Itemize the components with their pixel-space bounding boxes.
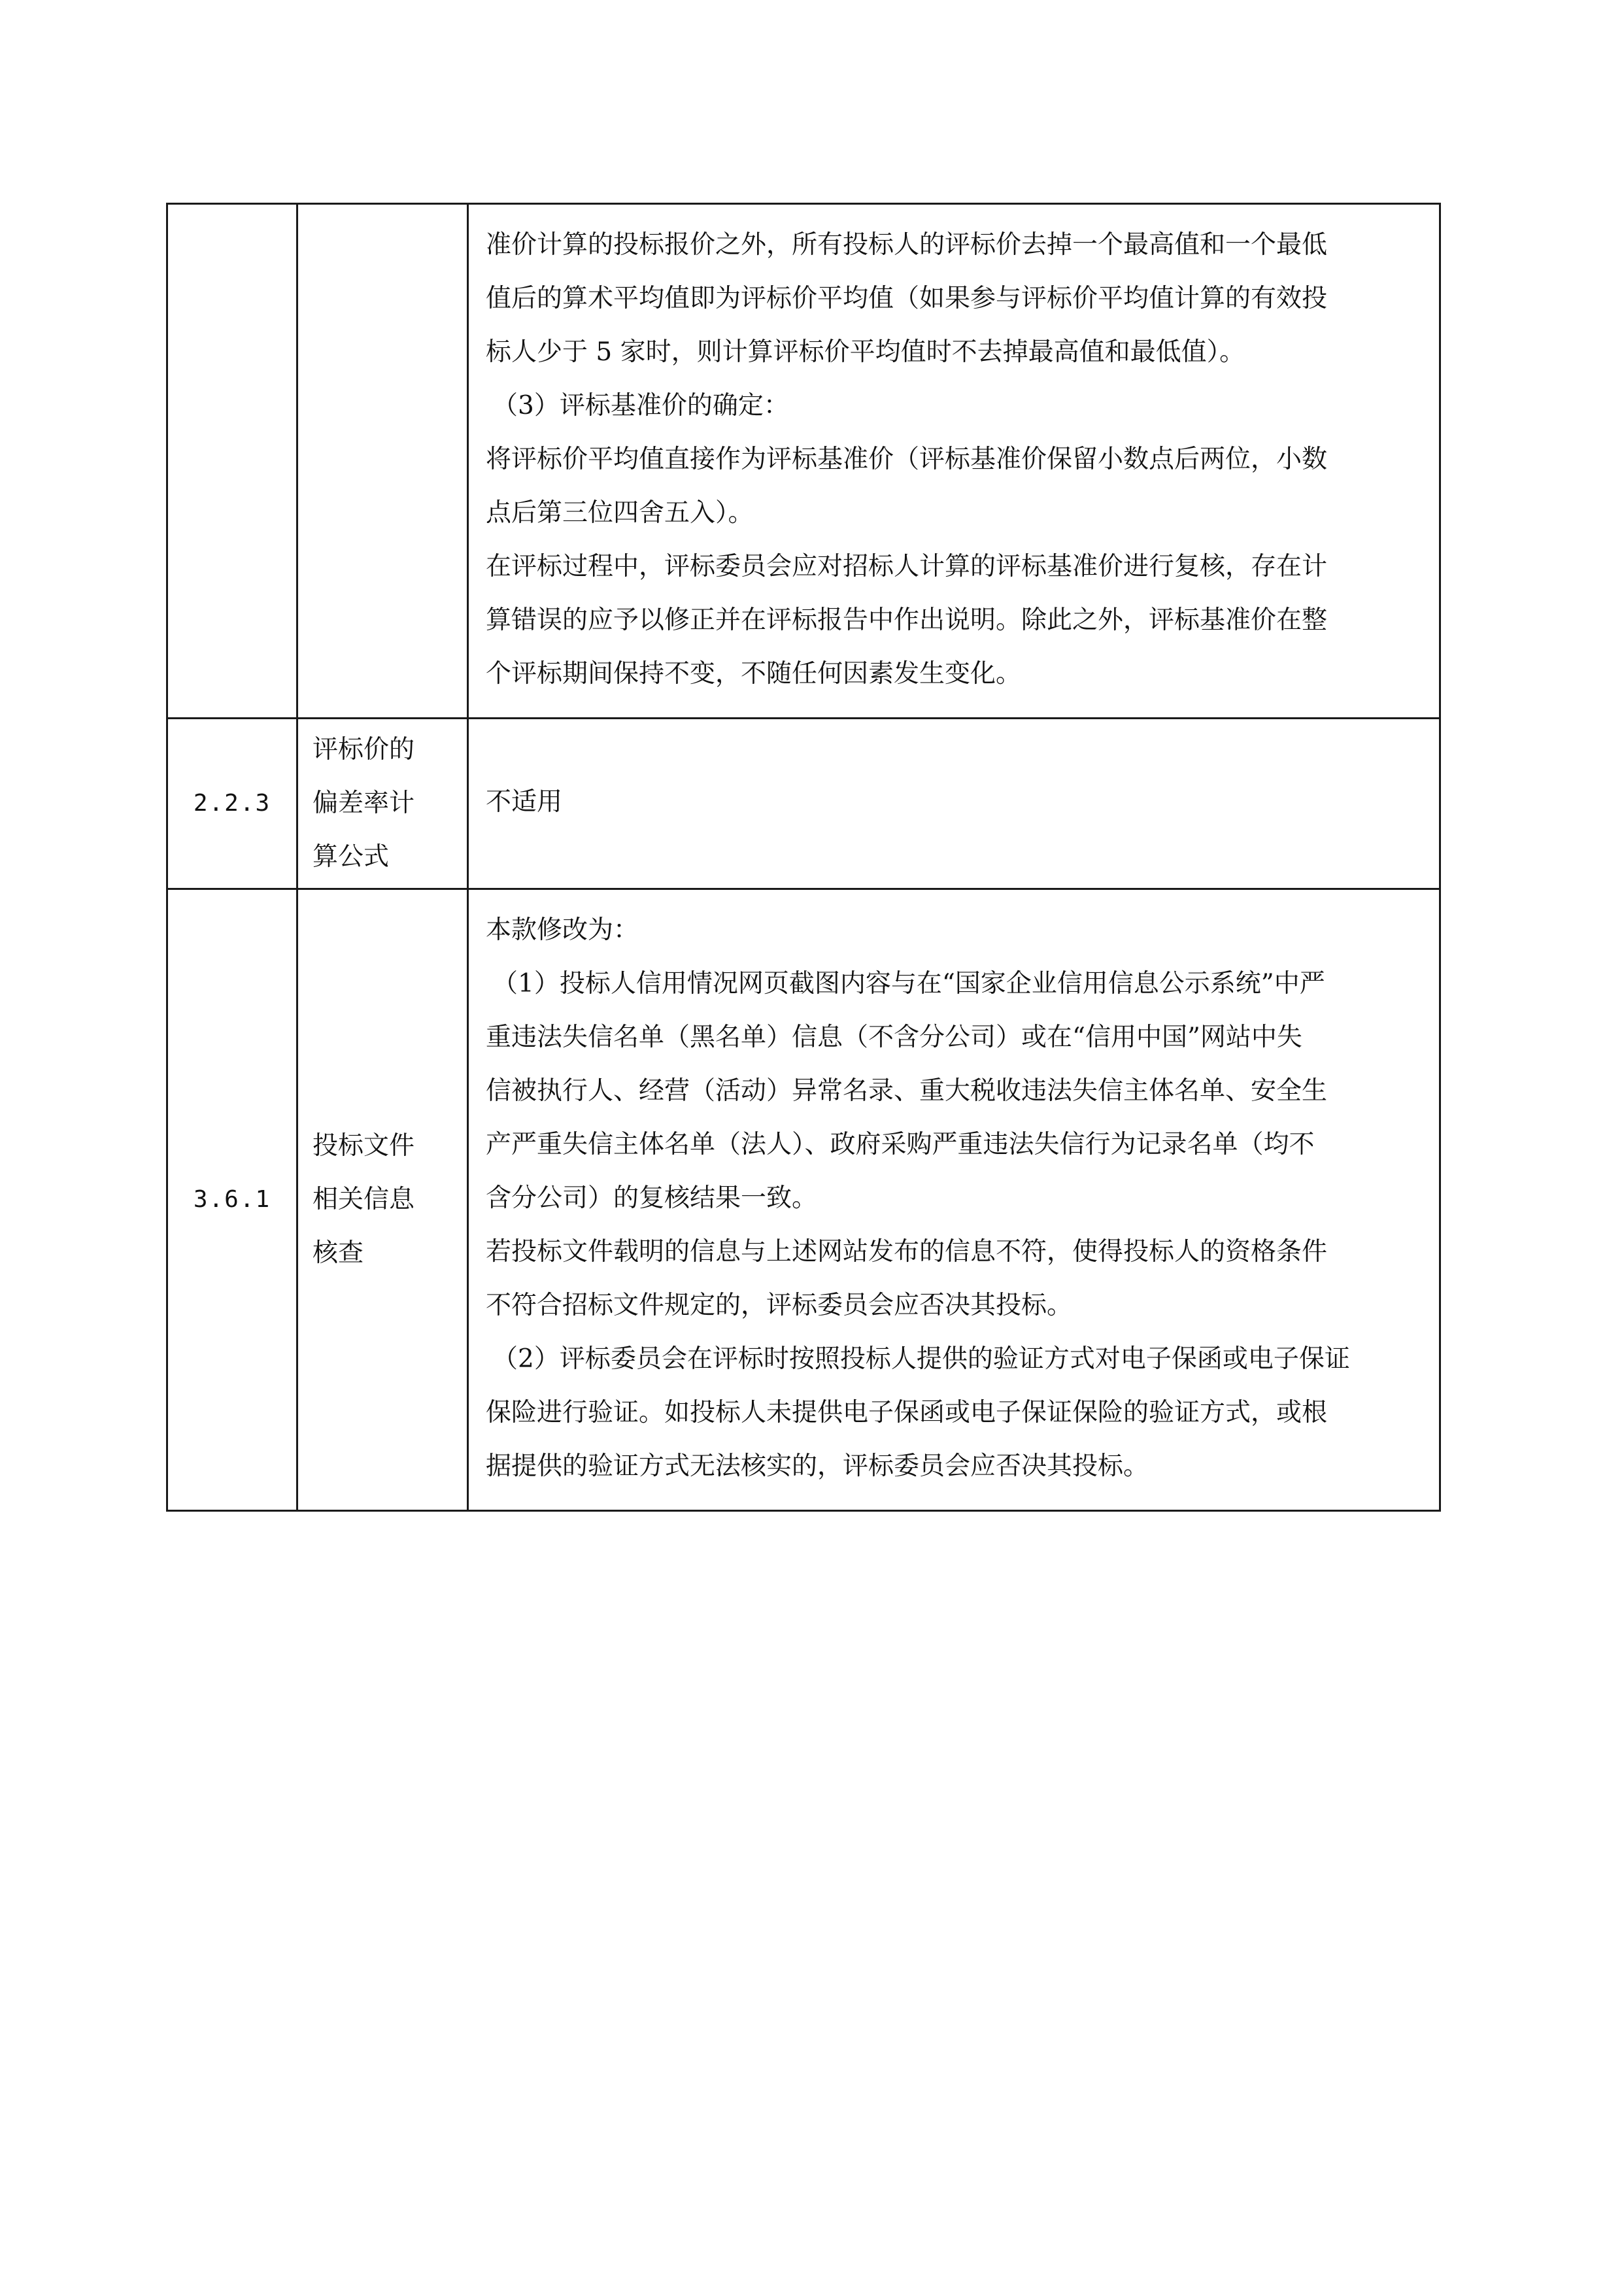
content-line: 算错误的应予以修正并在评标报告中作出说明。除此之外，评标基准价在整 — [486, 605, 1328, 635]
content-line: 值后的算术平均值即为评标价平均值（如果参与评标价平均值计算的有效投 — [486, 284, 1328, 313]
evaluation-clause-table — [166, 203, 1441, 1512]
clause-item-line: 核查 — [313, 1238, 364, 1268]
content-line: 本款修改为： — [486, 915, 639, 945]
clause-item-line: 算公式 — [313, 842, 390, 872]
table-row — [167, 204, 1440, 719]
clause-item-cell — [297, 719, 468, 889]
content-line: （3）评标基准价的确定： — [492, 391, 789, 420]
content-line: 信被执行人、经营（活动）异常名录、重大税收违法失信主体名单、安全生 — [486, 1076, 1328, 1106]
content-line: 标人少于 5 家时，则计算评标价平均值时不去掉最高值和最低值）。 — [486, 337, 1245, 367]
clause-item-cell — [297, 889, 468, 1511]
content-line: （1）投标人信用情况网页截图内容与在“国家企业信用信息公示系统”中严 — [492, 969, 1325, 998]
clause-number-cell — [167, 204, 297, 719]
clause-item-line: 评标价的 — [313, 735, 415, 764]
content-line: （2）评标委员会在评标时按照投标人提供的验证方式对电子保函或电子保证 — [492, 1344, 1350, 1374]
content-line: 点后第三位四舍五入）。 — [486, 498, 754, 528]
clause-number-cell — [167, 889, 297, 1511]
clause-item-cell — [297, 204, 468, 719]
clause-number: 2.2.3 — [193, 790, 271, 817]
table-row — [167, 889, 1440, 1511]
content-line: 准价计算的投标报价之外，所有投标人的评标价去掉一个最高值和一个最低 — [486, 230, 1328, 260]
table-row — [167, 719, 1440, 889]
content-line: 若投标文件载明的信息与上述网站发布的信息不符，使得投标人的资格条件 — [486, 1237, 1328, 1266]
clause-content-cell — [468, 719, 1440, 889]
content-line: 在评标过程中，评标委员会应对招标人计算的评标基准价进行复核，存在计 — [486, 552, 1328, 581]
content-line: 含分公司）的复核结果一致。 — [486, 1183, 818, 1213]
clause-item-line: 相关信息 — [313, 1185, 415, 1214]
clause-content-cell — [468, 889, 1440, 1511]
content-line: 将评标价平均值直接作为评标基准价（评标基准价保留小数点后两位，小数 — [486, 445, 1328, 474]
clause-item-line: 投标文件 — [313, 1131, 415, 1161]
content-line: 产严重失信主体名单（法人）、政府采购严重违法失信行为记录名单（均不 — [486, 1130, 1315, 1159]
content-line: 不适用 — [486, 787, 563, 817]
content-line: 据提供的验证方式无法核实的，评标委员会应否决其投标。 — [486, 1452, 1149, 1481]
clause-number-cell — [167, 719, 297, 889]
clause-item-line: 偏差率计 — [313, 789, 415, 818]
content-line: 重违法失信名单（黑名单）信息（不含分公司）或在“信用中国”网站中失 — [486, 1023, 1302, 1052]
content-line: 保险进行验证。如投标人未提供电子保函或电子保证保险的验证方式，或根 — [486, 1398, 1328, 1427]
clause-content-cell — [468, 204, 1440, 719]
content-line: 不符合招标文件规定的，评标委员会应否决其投标。 — [486, 1291, 1073, 1320]
content-line: 个评标期间保持不变，不随任何因素发生变化。 — [486, 659, 1022, 688]
clause-number: 3.6.1 — [193, 1186, 271, 1213]
